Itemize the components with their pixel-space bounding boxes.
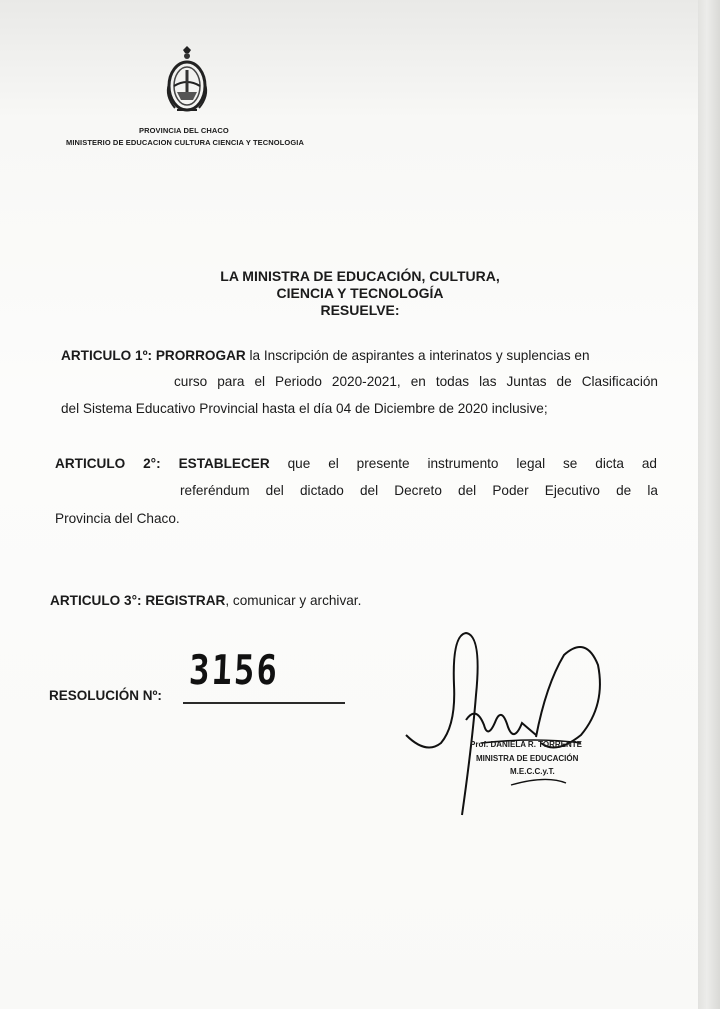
resolution-underline [183,702,345,704]
article-1-text-2: curso para el Periodo 2020-2021, en todas las Juntas de Clasificación [174,374,658,389]
signature-stamp-org: M.E.C.C.y.T. [510,767,555,776]
article-1-text-3: del Sistema Educativo Provincial hasta el día 04 de Diciembre de 2020 inclusive; [61,401,548,416]
heading-line-2: CIENCIA Y TECNOLOGÍA [276,285,444,301]
article-3-verb: REGISTRAR [145,593,226,608]
page-edge [698,0,720,1009]
heading-line-1: LA MINISTRA DE EDUCACIÓN, CULTURA, [220,268,500,284]
resolution-label: RESOLUCIÓN Nº: [49,688,162,703]
article-2-label: ARTICULO 2°: [55,456,161,471]
article-1-label: ARTICULO 1º: [61,348,153,363]
ministry-name: MINISTERIO DE EDUCACION CULTURA CIENCIA Y TECNOLOGIA [66,138,304,147]
article-2-text-2: referéndum del dictado del Decreto del Poder Ejecutivo de la [180,483,658,498]
article-1-text-1: la Inscripción de aspirantes a interinatos y suplencias en [249,348,590,363]
resolution-heading [130,268,590,319]
resolution-number: 3156 [188,647,280,695]
heading-line-3: RESUELVE: [320,302,400,318]
article-3-label: ARTICULO 3°: [50,593,142,608]
article-3-text: , comunicar y archivar. [225,593,362,608]
article-1-verb: PRORROGAR [155,348,246,363]
province-name: PROVINCIA DEL CHACO [139,126,229,135]
signature-stamp-name: Prof. DANIELA R. TORRENTE [470,740,583,749]
article-2-verb: ESTABLECER [178,456,270,471]
article-2-text-1: que el presente instrumento legal se dicta ad [287,456,657,471]
coat-of-arms-icon [163,44,211,116]
signature-stamp-title: MINISTRA DE EDUCACIÓN [476,754,579,763]
handwritten-signature [396,625,616,825]
article-2-text-3: Provincia del Chaco. [55,511,180,526]
